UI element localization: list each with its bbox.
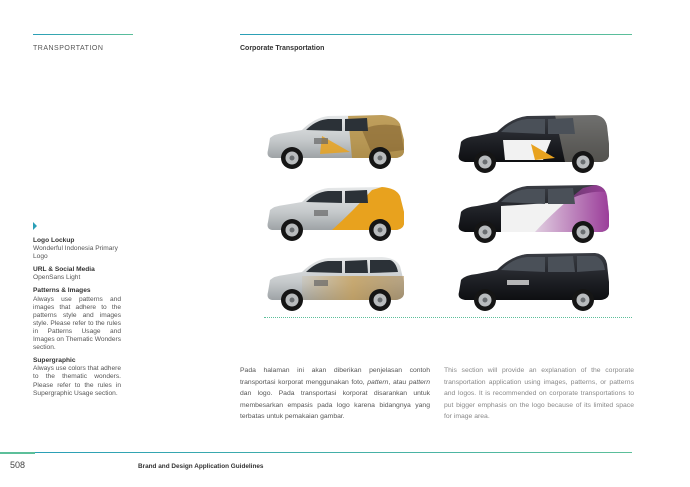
- body-text-english: This section will provide an explanation of the corporate transportation application using images, patterns, or patterns and logos. It is recommended on corporate transportations to put bigger emphasis on the logo because of its limited space for image area.: [444, 367, 634, 421]
- spec-heading: Patterns & Images: [33, 287, 91, 295]
- car-black-photo-graphic: [455, 110, 611, 176]
- spec-patterns-images: [33, 287, 121, 352]
- section-label: TRANSPORTATION: [33, 45, 104, 52]
- car-black-purple-graphic: [455, 180, 611, 246]
- spec-heading: URL & Social Media: [33, 266, 95, 274]
- spec-supergraphic: [33, 357, 121, 397]
- triangle-marker-icon: [33, 222, 37, 230]
- body-text-indonesian: Pada halaman ini akan diberikan penjelasan contoh transportasi korporat menggunakan foto, pattern, atau pattern dan logo. Pada transportasi korporat disarankan untuk membesarkan empasis pada logo karena bidangnya yang terbatas untuk pemakaian gambar.: [240, 367, 430, 421]
- spec-body: Wonderful Indonesia Primary Logo: [33, 245, 118, 261]
- sidebar-specs: [33, 237, 121, 403]
- footer-rule-accent: [0, 452, 35, 454]
- spec-heading: Logo Lockup: [33, 237, 75, 244]
- spec-body: OpenSans Light: [33, 274, 81, 282]
- car-silver-orange-graphic: [262, 182, 406, 244]
- top-rule-left: [33, 34, 133, 35]
- car-black-logo-only: [455, 248, 611, 314]
- dotted-divider: [264, 317, 632, 318]
- footer-title: Brand and Design Application Guidelines: [138, 463, 264, 470]
- footer-rule: [35, 452, 632, 453]
- spec-url-social: [33, 266, 121, 282]
- spec-heading: Supergraphic: [33, 357, 76, 365]
- page-number: 508: [10, 460, 26, 470]
- car-silver-earth-graphic: [262, 252, 406, 314]
- top-rule-right: [240, 34, 632, 35]
- spec-body: Always use colors that adhere to the thematic wonders. Please refer to the rules in Supergraphic Usage section.: [33, 365, 121, 397]
- spec-logo-lockup: [33, 237, 121, 261]
- spec-body: Always use patterns and images that adhere to the patterns style and images style. Please refer to the rules in Patterns Usage and Images on Thematic Wonders section.: [33, 295, 121, 352]
- page-title: Corporate Transportation: [240, 45, 325, 52]
- car-silver-photo-graphic: [262, 110, 406, 172]
